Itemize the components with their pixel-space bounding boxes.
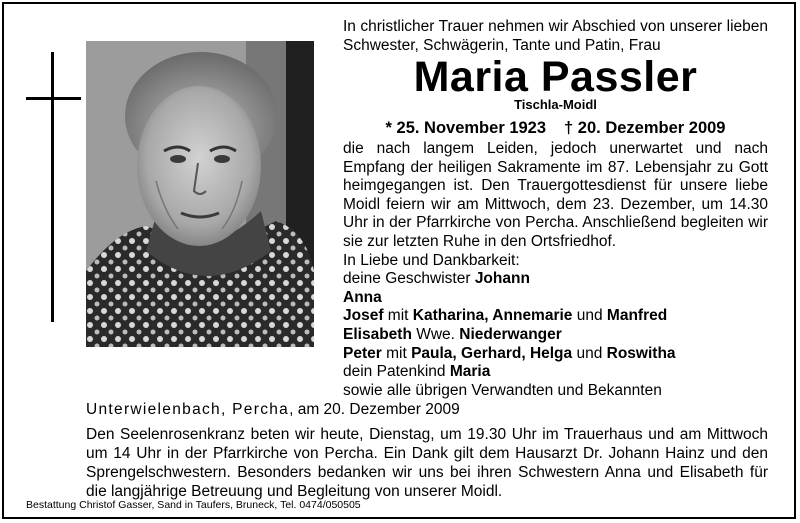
mourners-line [343,307,768,326]
mourners-line [343,270,768,289]
rosary-announcement: Den Seelenrosenkranz beten wir heute, Dienstag, um 19.30 Uhr im Trauerhaus und am Mittwoch um 14 Uhr in der Pfarrkirche von Percha. Ein Dank gilt dem Hausarzt Dr. Johann Hainz und den Sprengelschwestern. Besonders bedanken wir uns bei ihren Schwestern Anna und Elisabeth für die langjährige Betreuung und Begleitung von unserer Moidl. [86,426,768,500]
mourner-name: Niederwanger [459,325,562,343]
intro-text: In christlicher Trauer nehmen wir Abschied von unserer lieben Schwester, Schwägerin, Tante und Patin, Frau [343,18,768,54]
mourners-text: dein Patenkind [343,363,450,381]
mourner-name: Peter [343,344,382,362]
place-date-line [86,400,776,419]
mourner-name: Maria [449,363,491,381]
mourner-name: Roswitha [606,344,676,362]
mourner-name: Manfred [606,307,668,325]
mourners-line [343,326,768,345]
mourner-name: Katharina, Annemarie [412,307,573,325]
mourner-name: Anna [343,288,382,306]
mourners-line: sowie alle übrigen Verwandten und Bekannten [343,381,662,399]
mourners-text: und [572,307,607,325]
death-date: † 20. Dezember 2009 [564,119,726,137]
mourner-name: Josef [343,307,384,325]
mourners-line [343,289,768,308]
mourners-intro: In Liebe und Dankbarkeit: [343,251,520,269]
mourners-text: mit [381,344,412,362]
mourners-line [343,363,768,382]
undertaker-credit: Bestattung Christof Gasser, Sand in Taufers, Bruneck, Tel. 0474/050505 [26,499,361,511]
mourners-text: und [572,344,607,362]
place: Unterwielenbach, Percha [86,401,290,418]
mourners-text: deine Geschwister [343,270,475,288]
portrait-image [86,41,314,347]
portrait-photo [86,41,314,347]
birth-date: * 25. November 1923 [385,119,547,137]
place-date: , am 20. Dezember 2009 [289,401,460,418]
mourner-name: Johann [474,270,530,288]
cross-icon [51,52,54,322]
deceased-name: Maria Passler [413,53,698,101]
mourner-name: Paula, Gerhard, Helga [411,344,573,362]
mourners-text: Wwe. [411,325,460,343]
life-dates [343,118,768,138]
mourner-name: Elisabeth [343,325,412,343]
main-text [343,140,768,400]
body-paragraph: die nach langem Leiden, jedoch unerwartet und nach Empfang der heiligen Sakramente im 87. Lebensjahr zu Gott heimgegangen ist. Den Trauergottesdienst für unsere liebe Moidl feiern wir am Mittwoch, dem 23. Dezember, um 14.30 Uhr in der Pfarrkirche von Percha. Anschließend begleiten wir sie zur letzten Ruhe in den Ortsfriedhof. [343,140,768,250]
nickname: Tischla-Moidl [514,97,597,112]
cross-icon-bar [26,97,81,100]
mourners-line [343,345,768,364]
mourners-text: mit [383,307,413,325]
